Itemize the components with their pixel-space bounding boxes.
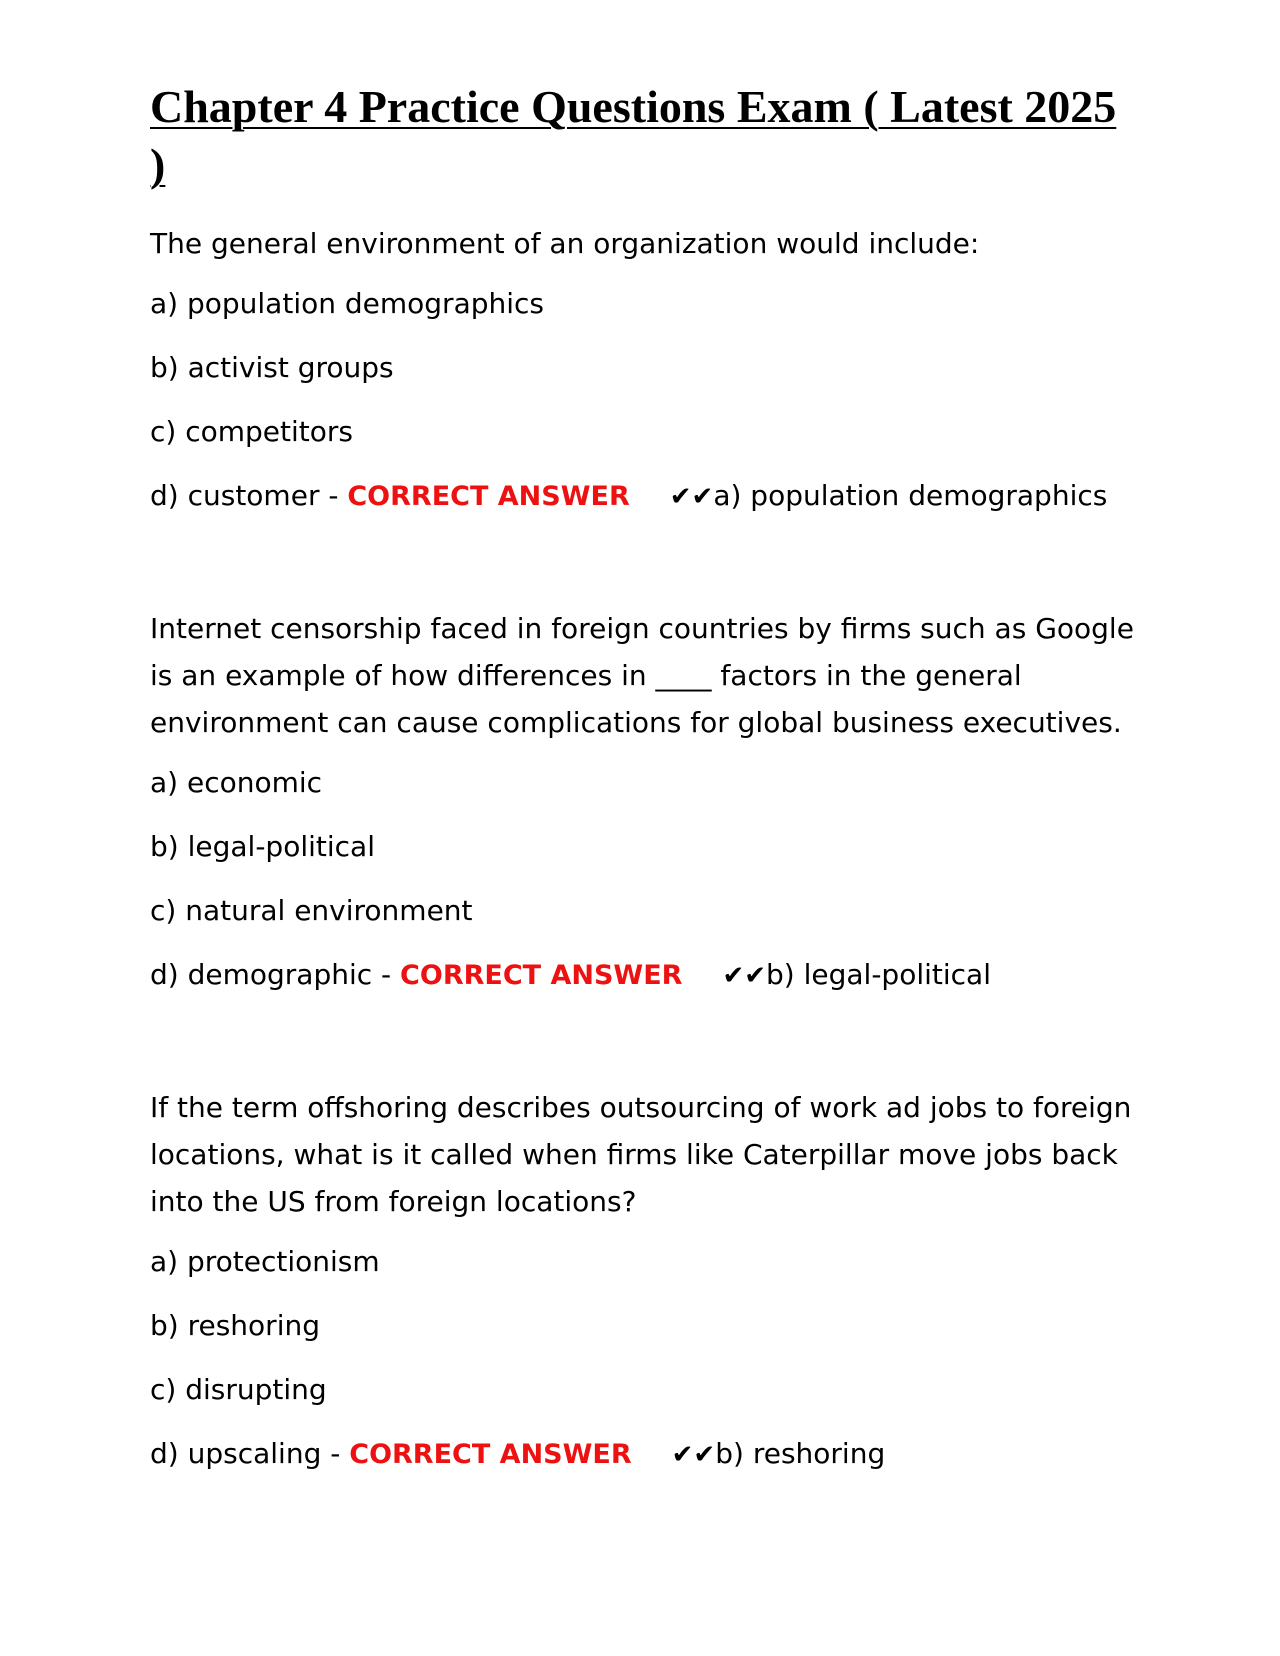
option-b: b) reshoring: [150, 1309, 320, 1342]
correct-answer-label: CORRECT ANSWER: [347, 481, 630, 512]
option-c: c) competitors: [150, 415, 353, 448]
option-a: a) economic: [150, 766, 323, 799]
double-check-icon: ✔✔: [669, 482, 714, 512]
option-b: b) legal-political: [150, 830, 375, 863]
option-d: d) customer -: [150, 479, 348, 512]
option-b: b) activist groups: [150, 351, 394, 384]
answer-text: b) reshoring: [715, 1437, 886, 1470]
page-title: Chapter 4 Practice Questions Exam ( Latest 2025 ): [150, 81, 1117, 190]
double-check-icon: ✔✔: [671, 1440, 716, 1470]
answer-text: a) population demographics: [713, 479, 1108, 512]
correct-answer-label: CORRECT ANSWER: [400, 960, 683, 991]
option-d: d) demographic -: [150, 958, 401, 991]
question-block: [150, 220, 1140, 521]
answer-line: [150, 1430, 1140, 1479]
question-text: Internet censorship faced in foreign countries by firms such as Google is an example of how differences in ____ factors in the general environment can cause complications for global business executives.: [150, 612, 1134, 739]
question-block: [150, 605, 1140, 1000]
correct-answer-label: CORRECT ANSWER: [349, 1439, 632, 1470]
question-text: The general environment of an organization would include:: [150, 227, 980, 260]
answer-text: b) legal-political: [766, 958, 991, 991]
option-c: c) disrupting: [150, 1373, 327, 1406]
question-block: [150, 1084, 1140, 1479]
option-a: a) population demographics: [150, 287, 545, 320]
answer-line: [150, 472, 1140, 521]
document-page: [150, 78, 1140, 1479]
answer-line: [150, 951, 1140, 1000]
option-d: d) upscaling -: [150, 1437, 350, 1470]
option-a: a) protectionism: [150, 1245, 380, 1278]
double-check-icon: ✔✔: [722, 961, 767, 991]
option-c: c) natural environment: [150, 894, 473, 927]
question-text: If the term offshoring describes outsourcing of work ad jobs to foreign locations, what is it called when firms like Caterpillar move jobs back into the US from foreign locations?: [150, 1091, 1132, 1218]
